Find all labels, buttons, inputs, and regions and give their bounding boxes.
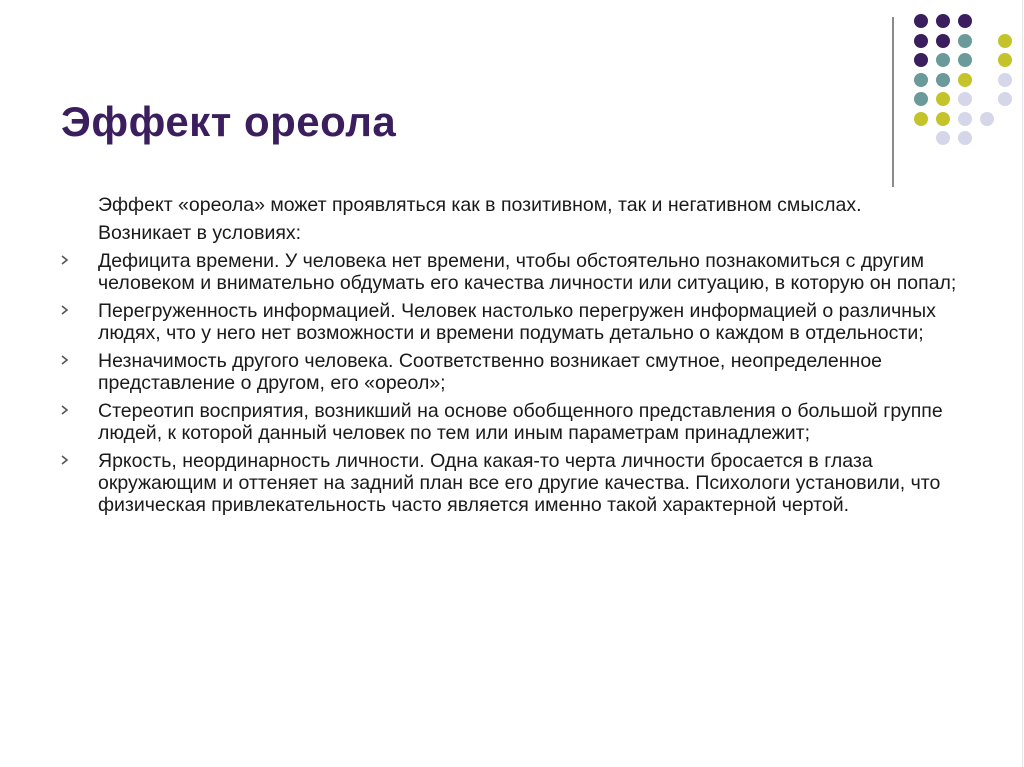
decorative-dot — [958, 53, 972, 67]
decorative-dot — [958, 73, 972, 87]
decorative-dot — [958, 92, 972, 106]
intro-paragraph: Эффект «ореола» может проявляться как в позитивном, так и негативном смыслах. — [98, 194, 862, 216]
decorative-dot — [936, 131, 950, 145]
list-item-text: Дефицита времени. У человека нет времени, чтобы обстоятельно познакомиться с другим человеком и внимательно обдумать его качества личности или ситуацию, в которую он попал; — [98, 250, 957, 294]
decorative-dot — [998, 34, 1012, 48]
decorative-dot — [936, 53, 950, 67]
decorative-dot — [936, 73, 950, 87]
conditions-label: Возникает в условиях: — [98, 222, 302, 244]
decorative-dot — [914, 92, 928, 106]
list-item-text: Незначимость другого человека. Соответственно возникает смутное, неопределенное представление о другом, его «ореол»; — [98, 350, 883, 394]
chevron-right-bullet-icon — [60, 454, 70, 466]
decorative-vertical-line — [892, 17, 894, 187]
list-item-text: Стереотип восприятия, возникший на основе обобщенного представления о большой группе людей, к которой данный человек по тем или иным параметрам принадлежит; — [98, 400, 943, 444]
list-item — [60, 350, 960, 394]
list-item-text: Перегруженность информацией. Человек настолько перегружен информацией о различных людях, что у него нет возможности и времени подумать детально о каждом в отдельности; — [98, 300, 936, 344]
decorative-dot — [936, 14, 950, 28]
slide-body — [60, 194, 960, 522]
list-item — [60, 400, 960, 444]
decorative-dot — [998, 92, 1012, 106]
decorative-dot — [958, 34, 972, 48]
decorative-dot — [936, 92, 950, 106]
chevron-right-bullet-icon — [60, 354, 70, 366]
decorative-dot — [914, 112, 928, 126]
decorative-dot — [914, 73, 928, 87]
list-item — [60, 250, 960, 294]
decorative-dot — [998, 73, 1012, 87]
decorative-dot — [914, 14, 928, 28]
decorative-dot — [936, 34, 950, 48]
chevron-right-bullet-icon — [60, 404, 70, 416]
decorative-dot — [958, 14, 972, 28]
decorative-dot — [958, 131, 972, 145]
chevron-right-bullet-icon — [60, 304, 70, 316]
list-item — [60, 450, 960, 516]
slide-title: Эффект ореола — [61, 98, 397, 145]
chevron-right-bullet-icon — [60, 254, 70, 266]
decorative-dot — [914, 34, 928, 48]
slide-edge-line — [1022, 0, 1023, 767]
decorative-dot — [914, 53, 928, 67]
decorative-dot — [958, 112, 972, 126]
decorative-dot — [998, 53, 1012, 67]
decorative-dot — [936, 112, 950, 126]
list-item — [60, 300, 960, 344]
list-item-text: Яркость, неординарность личности. Одна какая-то черта личности бросается в глаза окружающим и оттеняет на задний план все его другие качества. Психологи установили, что физическая привлекательность часто является именно такой характерной чертой. — [98, 450, 941, 516]
decorative-dot — [980, 112, 994, 126]
